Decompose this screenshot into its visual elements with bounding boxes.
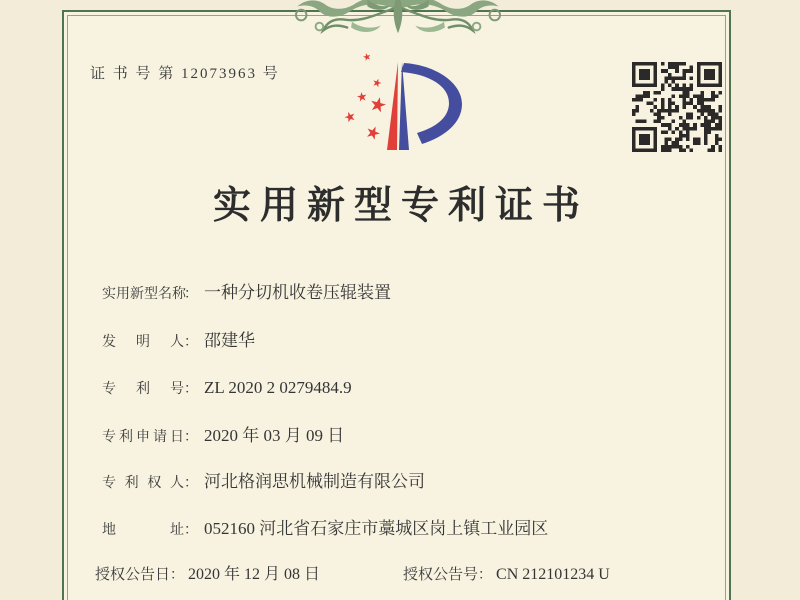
- colon: ：: [184, 382, 198, 397]
- colon: ：: [184, 523, 198, 538]
- grant-date-label: 授权公告日: [95, 567, 171, 583]
- emblem-p-shape: [387, 62, 462, 150]
- certificate-number: 证 书 号 第 12073963 号: [90, 66, 280, 82]
- field-label: 实用新型名称: [102, 287, 186, 302]
- grant-number-group: [403, 563, 610, 588]
- field-value: 052160 河北省石家庄市藁城区岗上镇工业园区: [204, 519, 549, 538]
- field-value: 河北格润思机械制造有限公司: [204, 472, 425, 491]
- certificate-title: 实用新型专利证书: [212, 185, 589, 227]
- field-label: 地址: [102, 523, 184, 538]
- field-value: 一种分切机收卷压辊装置: [204, 283, 391, 302]
- grant-number-value: CN 212101234 U: [496, 566, 610, 583]
- field-row-patentee: [102, 470, 425, 496]
- field-value: 邵建华: [204, 331, 255, 350]
- field-label: 专利权人: [102, 476, 184, 491]
- center-leaf: [394, 0, 403, 33]
- grant-number-label: 授权公告号: [403, 567, 479, 583]
- top-flourish-ornament: [283, 0, 513, 41]
- field-label: 专利申请日: [102, 430, 184, 445]
- grant-date-value: 2020 年 12 月 08 日: [188, 566, 321, 583]
- field-row-filing-date: [102, 424, 344, 450]
- colon: ：: [170, 568, 185, 583]
- field-value: ZL 2020 2 0279484.9: [204, 378, 352, 397]
- field-row-patent-number: [102, 376, 352, 402]
- colon: ：: [184, 335, 198, 350]
- field-row-address: [102, 517, 548, 543]
- colon: ：: [478, 568, 493, 583]
- field-row-inventor: [102, 329, 255, 355]
- qr-code: [632, 62, 722, 152]
- field-value: 2020 年 03 月 09 日: [204, 426, 345, 445]
- field-row-utility-model-name: [102, 281, 391, 307]
- colon: ：: [184, 476, 198, 491]
- patent-office-emblem-icon: [340, 53, 470, 153]
- grant-date-group: [95, 563, 320, 588]
- field-label: 发明人: [102, 335, 184, 350]
- emblem-stars: [343, 53, 387, 141]
- field-label: 专利号: [102, 382, 184, 397]
- colon: ：: [184, 287, 198, 302]
- colon: ：: [184, 430, 198, 445]
